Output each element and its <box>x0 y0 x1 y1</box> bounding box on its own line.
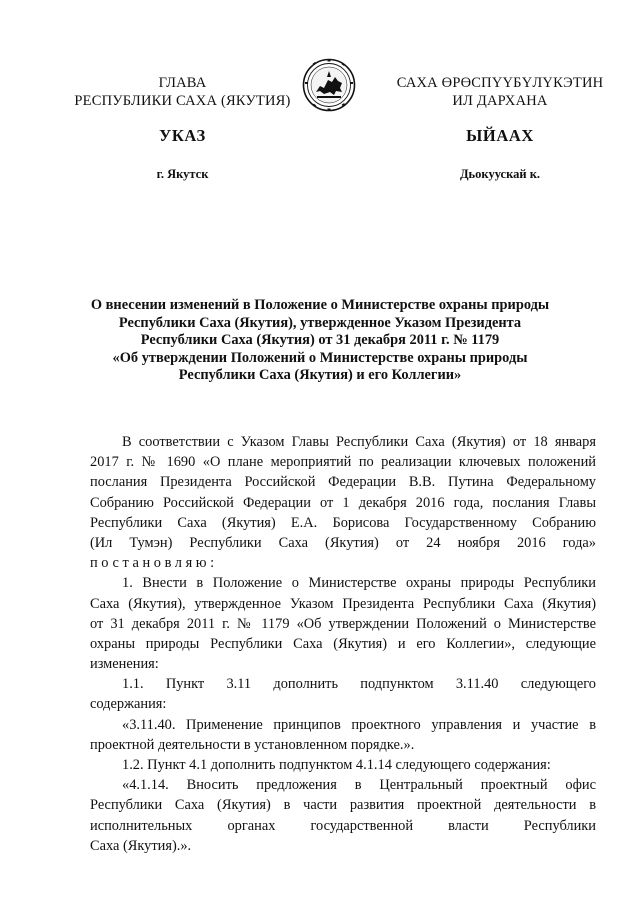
body-line: (Ил Тумэн) Республики Саха (Якутия) от 24 ноября 2016 года» <box>90 534 596 551</box>
body-line: содержания: <box>90 696 167 713</box>
title-line: О внесении изменений в Положение о Министерстве охраны природы <box>90 297 550 313</box>
decree-type-russian: УКАЗ <box>159 126 206 145</box>
body-line: от 31 декабря 2011 г. № 1179 «Об утверждении Положений о Министерстве <box>90 615 596 632</box>
body-line: «4.1.14. Вносить предложения в Центральный проектный офис <box>122 777 596 794</box>
body-line: проектной деятельности в установленном порядке.». <box>90 736 415 753</box>
body-line: исполнительных органах государственной власти Республики <box>90 817 596 834</box>
title-line: Республики Саха (Якутия), утвержденное Указом Президента <box>118 314 522 331</box>
document-title <box>80 297 560 385</box>
decree-type-sakha: ЫЙААХ <box>466 126 534 145</box>
body-line: 1.1. Пункт 3.11 дополнить подпунктом 3.11.40 следующего <box>122 676 596 693</box>
city-russian: г. Якутск <box>156 167 209 181</box>
body-line: Республики Саха (Якутия) Е.А. Борисова Государственному Собранию <box>90 514 596 531</box>
sakha-coat-of-arms-icon <box>302 58 356 112</box>
issuer-line: САХА ӨРӨСПҮҮБҮЛҮКЭТИН <box>396 75 604 91</box>
body-line: «3.11.40. Применение принципов проектного управления и участие в <box>122 716 596 733</box>
body-line-postanovlyayu: постановляю: <box>90 555 218 572</box>
issuer-block-russian <box>70 74 295 110</box>
body-line: Саха (Якутия).». <box>90 837 192 854</box>
document-body <box>90 432 596 856</box>
body-line: изменения: <box>90 656 159 673</box>
body-line: охраны природы Республики Саха (Якутия) и его Коллегии», следующие <box>90 635 596 652</box>
body-line: 1. Внести в Положение о Министерстве охраны природы Республики <box>122 575 596 592</box>
issuer-block-sakha <box>390 74 610 110</box>
city-sakha: Дьокуускай к. <box>459 167 541 181</box>
title-line: Республики Саха (Якутия) от 31 декабря 2011 г. № 1179 <box>140 332 500 349</box>
issuer-line: ГЛАВА <box>158 75 207 91</box>
body-line: В соответствии с Указом Главы Республики Саха (Якутия) от 18 января <box>122 434 596 450</box>
body-line: 1.2. Пункт 4.1 дополнить подпунктом 4.1.14 следующего содержания: <box>122 757 551 773</box>
body-line: 2017 г. № 1690 «О плане мероприятий по реализации ключевых положений <box>90 454 596 471</box>
title-line: «Об утверждении Положений о Министерстве охраны природы <box>112 349 528 366</box>
issuer-line: РЕСПУБЛИКИ САХА (ЯКУТИЯ) <box>74 93 291 109</box>
issuer-line: ИЛ ДАРХАНА <box>452 93 548 109</box>
body-line: Республики Саха (Якутия) в части развития проектной деятельности в <box>90 797 596 814</box>
title-line: Республики Саха (Якутия) и его Коллегии» <box>178 367 462 384</box>
body-line: послания Президента Российской Федерации В.В. Путина Федеральному <box>90 474 596 491</box>
body-line: Саха (Якутия), утвержденное Указом Президента Республики Саха (Якутия) <box>90 595 596 612</box>
body-line: Собранию Российской Федерации от 1 декабря 2016 года, послания Главы <box>90 494 596 511</box>
